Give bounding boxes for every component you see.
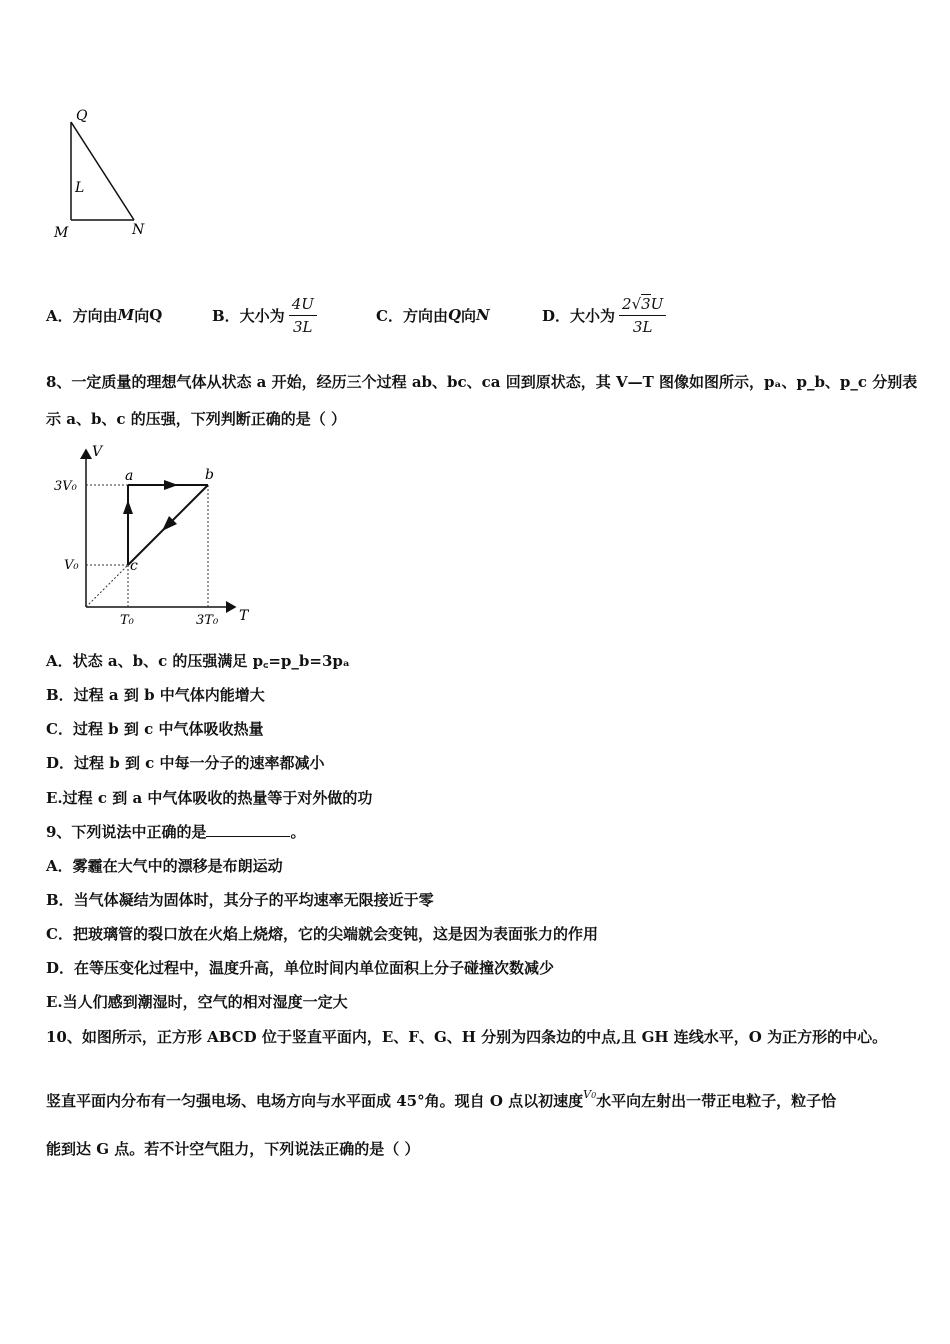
label-n: N [132, 222, 145, 238]
sqrt-icon: √ [631, 294, 642, 313]
arrow-ab-icon [164, 480, 178, 490]
q8-option-e: E.过程 c 到 a 中气体吸收的热量等于对外做的功 [46, 789, 373, 807]
guide-origin-c [86, 565, 128, 607]
q8-option-b: B．过程 a 到 b 中气体内能增大 [46, 686, 265, 704]
q9-option-a: A．雾霾在大气中的漂移是布朗运动 [46, 857, 283, 875]
t-axis-label: T [239, 608, 249, 624]
tick-t0: T₀ [120, 613, 134, 628]
point-b-label: b [205, 467, 214, 483]
q9-option-d: D．在等压变化过程中，温度升高，单位时间内单位面积上分子碰撞次数减少 [46, 959, 555, 977]
label-q: Q [76, 108, 88, 124]
point-a-label: a [125, 468, 134, 484]
q8-option-d: D．过程 b 到 c 中每一分子的速率都减小 [46, 754, 325, 772]
tick-3v0: 3V₀ [54, 479, 77, 494]
v-axis-label: V [92, 444, 103, 460]
label-l: L [75, 180, 85, 196]
fraction-2root3u-3l: $\frac{2√3U}{3L}$ [619, 295, 666, 336]
q7-option-d: D．大小为 $\frac{2√3U}{3L}$ [542, 290, 666, 340]
fraction-4u-3l: $\frac{4U}{3L}$ [289, 295, 317, 336]
answer-blank[interactable] [206, 824, 290, 837]
point-c-label: c [130, 558, 138, 574]
q7-option-b: B．大小为 $\frac{4U}{3L}$ [212, 290, 317, 340]
q9-option-e: E.当人们感到潮湿时，空气的相对湿度一定大 [46, 993, 348, 1011]
triangle-figure [50, 100, 160, 245]
q8-stem-line2: 示 a、b、c 的压强，下列判断正确的是（ ） [46, 410, 347, 428]
q8-option-a: A．状态 a、b、c 的压强满足 p꜀=p_b=3pₐ [46, 652, 350, 670]
tick-v0: V₀ [64, 558, 79, 573]
q7-options [0, 290, 950, 340]
q9-stem: 9、下列说法中正确的是 。 [46, 823, 306, 841]
q10-line2: 竖直平面内分布有一匀强电场、电场方向与水平面成 45°角。现自 O 点以初速度$^{V0}$水平向左射出一带正电粒子，粒子恰 [46, 1088, 837, 1110]
label-m: M [54, 225, 69, 241]
q8-option-c: C．过程 b 到 c 中气体吸收热量 [46, 720, 264, 738]
side-qn [71, 122, 134, 220]
arrow-ca-icon [123, 500, 133, 514]
q8-stem-line1: 8、一定质量的理想气体从状态 a 开始，经历三个过程 ab、bc、ca 回到原状态，其 V—T 图像如图所示，pₐ、p_b、p_c 分别表 [46, 373, 918, 391]
q7-option-a: A．方向由 M 向 Q [46, 306, 163, 325]
tick-3t0: 3T₀ [196, 613, 219, 628]
vt-graph [50, 442, 260, 632]
q9-option-b: B．当气体凝结为固体时，其分子的平均速率无限接近于零 [46, 891, 434, 909]
q10-line1: 10、如图所示，正方形 ABCD 位于竖直平面内，E、F、G、H 分别为四条边的中点,且 GH 连线水平，O 为正方形的中心。 [46, 1028, 888, 1046]
v0-symbol: V0 [583, 1088, 597, 1101]
q9-option-c: C．把玻璃管的裂口放在火焰上烧熔，它的尖端就会变钝，这是因为表面张力的作用 [46, 925, 598, 943]
q7-option-c: C．方向由 Q 向 N [376, 306, 490, 325]
q10-line3: 能到达 G 点。若不计空气阻力，下列说法正确的是（ ） [46, 1140, 420, 1158]
